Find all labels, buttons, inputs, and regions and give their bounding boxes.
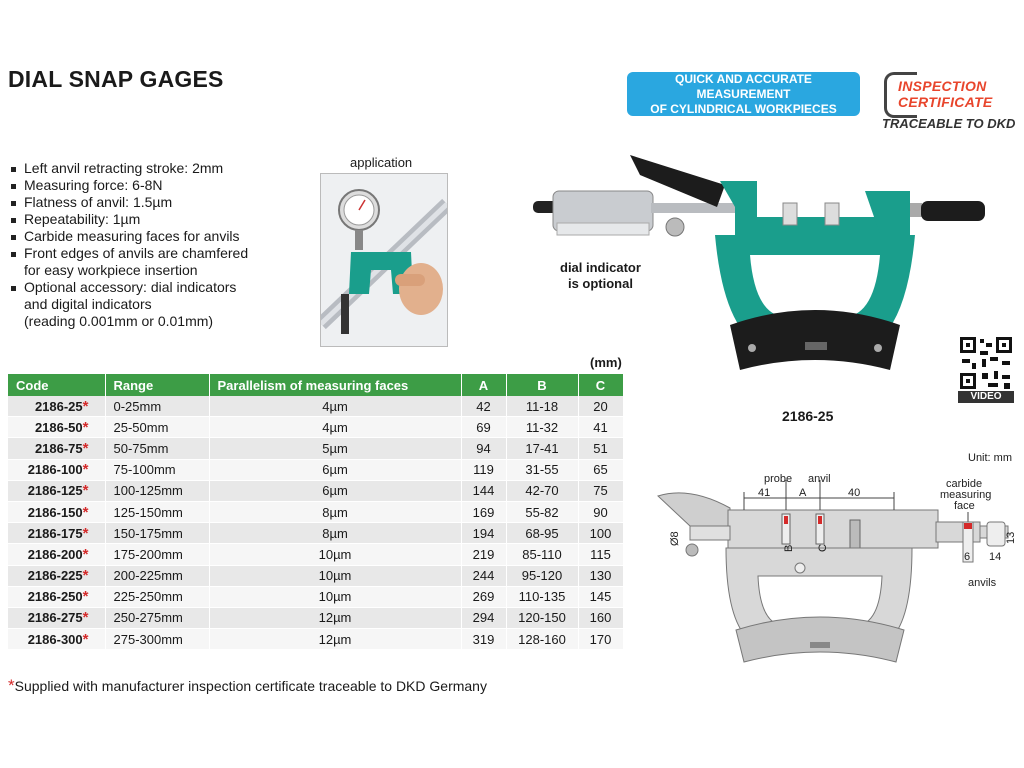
- probe-text: probe: [764, 473, 793, 485]
- cell-a: [461, 438, 506, 459]
- feature-item: Optional accessory: dial indicators: [8, 279, 248, 296]
- cell-range-text: 250-275mm: [113, 610, 183, 626]
- cell-c: [578, 607, 623, 628]
- cell-a: [461, 480, 506, 501]
- feature-item-continuation: (reading 0.001mm or 0.01mm): [24, 313, 214, 329]
- dim-left-text: 41: [758, 487, 771, 499]
- cell-a: [461, 607, 506, 628]
- cell-a-text: 94: [476, 440, 491, 456]
- cert-line-3: TRACEABLE TO DKD: [882, 116, 1016, 131]
- cell-code-text: 2186-300: [27, 631, 83, 647]
- feature-item: Left anvil retracting stroke: 2mm: [8, 160, 248, 177]
- cell-b-text: 11-32: [525, 419, 559, 435]
- feature-item: Front edges of anvils are chamfered: [8, 245, 248, 262]
- cell-code: [8, 544, 105, 565]
- cert-line-1: INSPECTION: [898, 78, 987, 94]
- cell-code: [8, 459, 105, 480]
- cell-a-text: 69: [476, 419, 491, 435]
- cell-code: [8, 523, 105, 544]
- feature-item-continuation: and digital indicators: [24, 296, 152, 312]
- certificate-star: *: [82, 397, 89, 415]
- cell-c-text: 41: [593, 419, 608, 435]
- table-row: [8, 565, 623, 586]
- cell-b-text: 95-120: [521, 568, 563, 584]
- cell-range: [105, 480, 209, 501]
- product-model-label: 2186-25: [782, 408, 834, 424]
- cell-b: [506, 607, 578, 628]
- cell-range-text: 75-100mm: [113, 462, 176, 478]
- diameter-text: Ø8: [669, 531, 681, 546]
- cell-a: [461, 629, 506, 650]
- cell-a: [461, 523, 506, 544]
- cell-range: [105, 523, 209, 544]
- application-label: application: [350, 155, 413, 170]
- cell-parallelism: [209, 417, 461, 438]
- cell-code-text: 2186-75: [34, 440, 83, 456]
- feature-item: Repeatability: 1µm: [8, 211, 248, 228]
- feature-item: Measuring force: 6-8N: [8, 177, 248, 194]
- cell-c-text: 20: [593, 398, 608, 414]
- cell-a-text: 42: [476, 398, 491, 414]
- certificate-star: *: [82, 524, 89, 542]
- feature-item-continuation: for easy workpiece insertion: [24, 262, 198, 278]
- cell-b: [506, 438, 578, 459]
- table-row: [8, 523, 623, 544]
- cell-a: [461, 417, 506, 438]
- cell-b: [506, 396, 578, 417]
- table-row: [8, 480, 623, 501]
- application-illustration-icon: [321, 174, 447, 346]
- cell-c: [578, 629, 623, 650]
- cell-parallelism-text: 10µm: [318, 589, 352, 605]
- cell-c: [578, 523, 623, 544]
- certificate-star: *: [82, 439, 89, 457]
- cell-b-text: 17-41: [525, 440, 559, 456]
- table-unit-label: (mm): [590, 355, 622, 370]
- cell-range-text: 175-200mm: [113, 546, 183, 562]
- cell-parallelism: [209, 523, 461, 544]
- certificate-star: *: [82, 418, 89, 436]
- cell-code-text: 2186-25: [34, 398, 83, 414]
- cell-a-text: 269: [472, 589, 495, 605]
- cell-parallelism-text: 8µm: [322, 504, 348, 520]
- cell-b-text: 55-82: [525, 504, 559, 520]
- anvils-text: anvils: [968, 577, 997, 589]
- dim-right-text: 40: [848, 487, 861, 499]
- header-code: Code: [8, 374, 105, 396]
- cell-code: [8, 586, 105, 607]
- cell-b-text: 85-110: [522, 546, 562, 562]
- cell-a-text: 119: [473, 462, 494, 478]
- cell-range-text: 275-300mm: [113, 631, 183, 647]
- cell-b-text: 110-135: [518, 589, 566, 605]
- header-parallelism: Parallelism of measuring faces: [209, 374, 461, 396]
- cell-code-text: 2186-125: [27, 483, 83, 499]
- cell-range: [105, 607, 209, 628]
- inspection-certificate-logo: [880, 70, 1020, 132]
- feature-item: Flatness of anvil: 1.5µm: [8, 194, 248, 211]
- dim-c-text: C: [817, 544, 829, 552]
- anvil-width-1-text: 6: [964, 551, 971, 563]
- footnote-text: Supplied with manufacturer inspection certificate traceable to DKD Germany: [14, 678, 487, 694]
- cell-parallelism: [209, 607, 461, 628]
- cell-c-text: 160: [589, 610, 612, 626]
- cell-c: [578, 396, 623, 417]
- cell-range: [105, 396, 209, 417]
- cell-range: [105, 629, 209, 650]
- cell-parallelism-text: 4µm: [322, 398, 348, 414]
- cell-parallelism-text: 10µm: [318, 568, 352, 584]
- certificate-star: *: [82, 630, 89, 648]
- cell-a-text: 244: [472, 568, 495, 584]
- application-photo: [320, 173, 448, 347]
- cell-range: [105, 501, 209, 522]
- cell-a: [461, 396, 506, 417]
- certificate-star: *: [82, 588, 89, 606]
- table-row: [8, 417, 623, 438]
- cell-b: [506, 480, 578, 501]
- cell-code: [8, 417, 105, 438]
- dim-b-text: B: [783, 544, 795, 552]
- carbide-text-1: carbide: [946, 478, 983, 490]
- cell-range-text: 100-125mm: [113, 483, 183, 499]
- cell-a: [461, 544, 506, 565]
- header-c: C: [578, 374, 623, 396]
- cell-c-text: 75: [593, 483, 608, 499]
- cell-code-text: 2186-50: [34, 419, 83, 435]
- cell-parallelism-text: 6µm: [322, 483, 348, 499]
- cell-c-text: 65: [593, 462, 608, 478]
- badge-line-1: QUICK AND ACCURATE MEASUREMENT: [675, 71, 812, 101]
- cell-code: [8, 565, 105, 586]
- cell-a-text: 144: [472, 483, 495, 499]
- cell-parallelism-text: 4µm: [322, 419, 348, 435]
- header-b: B: [506, 374, 578, 396]
- cell-code-text: 2186-275: [27, 610, 83, 626]
- qr-video-label: VIDEO: [970, 391, 1002, 402]
- certificate-star: *: [82, 503, 89, 521]
- cell-b-text: 31-55: [525, 462, 559, 478]
- cell-range-text: 50-75mm: [113, 440, 169, 456]
- cell-code-text: 2186-225: [27, 568, 83, 584]
- badge-line-2: OF CYLINDRICAL WORKPIECES: [650, 101, 837, 116]
- cell-parallelism: [209, 565, 461, 586]
- dim-a-text: A: [799, 487, 807, 499]
- cell-b: [506, 501, 578, 522]
- header-a: A: [461, 374, 506, 396]
- cell-parallelism-text: 5µm: [322, 440, 348, 456]
- cell-b: [506, 523, 578, 544]
- cell-code: [8, 607, 105, 628]
- cell-range: [105, 417, 209, 438]
- footnote: [8, 676, 487, 696]
- cert-line-2: CERTIFICATE: [898, 94, 993, 110]
- cell-range: [105, 586, 209, 607]
- cell-range-text: 125-150mm: [113, 504, 183, 520]
- certificate-star: *: [82, 567, 89, 585]
- cell-parallelism-text: 12µm: [318, 610, 352, 626]
- cell-parallelism: [209, 438, 461, 459]
- cell-c: [578, 586, 623, 607]
- cell-range: [105, 459, 209, 480]
- cell-parallelism-text: 8µm: [322, 525, 348, 541]
- cell-parallelism: [209, 501, 461, 522]
- cell-a-text: 319: [472, 631, 495, 647]
- cell-c: [578, 480, 623, 501]
- cell-range-text: 0-25mm: [113, 398, 162, 414]
- cell-parallelism: [209, 480, 461, 501]
- table-row: [8, 629, 623, 650]
- cell-b: [506, 459, 578, 480]
- cell-parallelism: [209, 586, 461, 607]
- certificate-star: *: [82, 545, 89, 563]
- feature-item: Carbide measuring faces for anvils: [8, 228, 248, 245]
- cell-code: [8, 396, 105, 417]
- cell-b: [506, 565, 578, 586]
- cell-a-text: 169: [472, 504, 495, 520]
- carbide-text-2: measuring: [940, 489, 992, 501]
- table-row: [8, 396, 623, 417]
- cell-c: [578, 459, 623, 480]
- cell-c-text: 90: [593, 504, 608, 520]
- table-row: [8, 607, 623, 628]
- cell-b-text: 128-160: [518, 631, 566, 647]
- cell-range-text: 25-50mm: [113, 419, 169, 435]
- cell-parallelism: [209, 396, 461, 417]
- cell-c: [578, 501, 623, 522]
- cell-parallelism: [209, 459, 461, 480]
- anvil-height-text: 13: [1005, 531, 1017, 544]
- cell-b: [506, 629, 578, 650]
- cell-b: [506, 417, 578, 438]
- cell-code-text: 2186-150: [27, 504, 83, 520]
- cell-code: [8, 629, 105, 650]
- dial-note-line-1: dial indicator: [560, 260, 641, 275]
- cell-a: [461, 501, 506, 522]
- feature-list: [8, 160, 248, 330]
- cell-range: [105, 438, 209, 459]
- cell-b-text: 42-70: [525, 483, 559, 499]
- dimension-schematic: [650, 466, 1022, 666]
- cell-parallelism-text: 10µm: [318, 546, 352, 562]
- cell-a: [461, 565, 506, 586]
- table-row: [8, 544, 623, 565]
- anvil-text: anvil: [808, 473, 831, 485]
- cell-a-text: 219: [472, 546, 495, 562]
- cell-range-text: 225-250mm: [113, 589, 183, 605]
- certificate-star: *: [82, 482, 89, 500]
- cell-parallelism-text: 6µm: [322, 462, 348, 478]
- cell-parallelism: [209, 629, 461, 650]
- cell-c-text: 51: [593, 440, 608, 456]
- cell-c: [578, 438, 623, 459]
- table-row: [8, 438, 623, 459]
- cell-code: [8, 480, 105, 501]
- cell-b: [506, 586, 578, 607]
- schematic-unit-label: Unit: mm: [968, 452, 1012, 464]
- cell-code: [8, 438, 105, 459]
- cell-c-text: 100: [589, 525, 612, 541]
- cell-code-text: 2186-175: [27, 525, 83, 541]
- cell-a-text: 294: [472, 610, 495, 626]
- cell-code: [8, 501, 105, 522]
- cell-code-text: 2186-100: [27, 462, 83, 478]
- cell-c-text: 115: [590, 546, 611, 562]
- dial-indicator-note: [560, 260, 641, 292]
- anvil-width-2-text: 14: [989, 551, 1002, 563]
- feature-badge: [627, 72, 860, 116]
- cell-b: [506, 544, 578, 565]
- certificate-star: *: [82, 461, 89, 479]
- cell-a: [461, 459, 506, 480]
- cell-code-text: 2186-250: [27, 589, 83, 605]
- cell-range: [105, 565, 209, 586]
- cell-a-text: 194: [472, 525, 495, 541]
- cell-c-text: 130: [589, 568, 612, 584]
- header-range: Range: [105, 374, 209, 396]
- cell-c: [578, 565, 623, 586]
- cell-c-text: 170: [589, 631, 612, 647]
- cell-range-text: 150-175mm: [113, 525, 183, 541]
- cell-b-text: 11-18: [525, 398, 559, 414]
- footnote-star: *: [8, 676, 15, 695]
- table-row: [8, 459, 623, 480]
- cell-c: [578, 417, 623, 438]
- dial-note-line-2: is optional: [567, 276, 633, 291]
- cell-a: [461, 586, 506, 607]
- cell-range-text: 200-225mm: [113, 568, 183, 584]
- cell-parallelism: [209, 544, 461, 565]
- qr-code[interactable]: [958, 335, 1014, 403]
- cell-b-text: 68-95: [525, 525, 559, 541]
- specification-table: [8, 374, 624, 650]
- cell-b-text: 120-150: [518, 610, 566, 626]
- cell-c: [578, 544, 623, 565]
- carbide-text-3: face: [954, 500, 975, 512]
- table-header-row: [8, 374, 623, 396]
- table-row: [8, 501, 623, 522]
- certificate-star: *: [82, 609, 89, 627]
- cell-code-text: 2186-200: [27, 546, 83, 562]
- cell-c-text: 145: [589, 589, 612, 605]
- cell-parallelism-text: 12µm: [318, 631, 352, 647]
- page-title: DIAL SNAP GAGES: [8, 66, 224, 92]
- cell-range: [105, 544, 209, 565]
- table-row: [8, 586, 623, 607]
